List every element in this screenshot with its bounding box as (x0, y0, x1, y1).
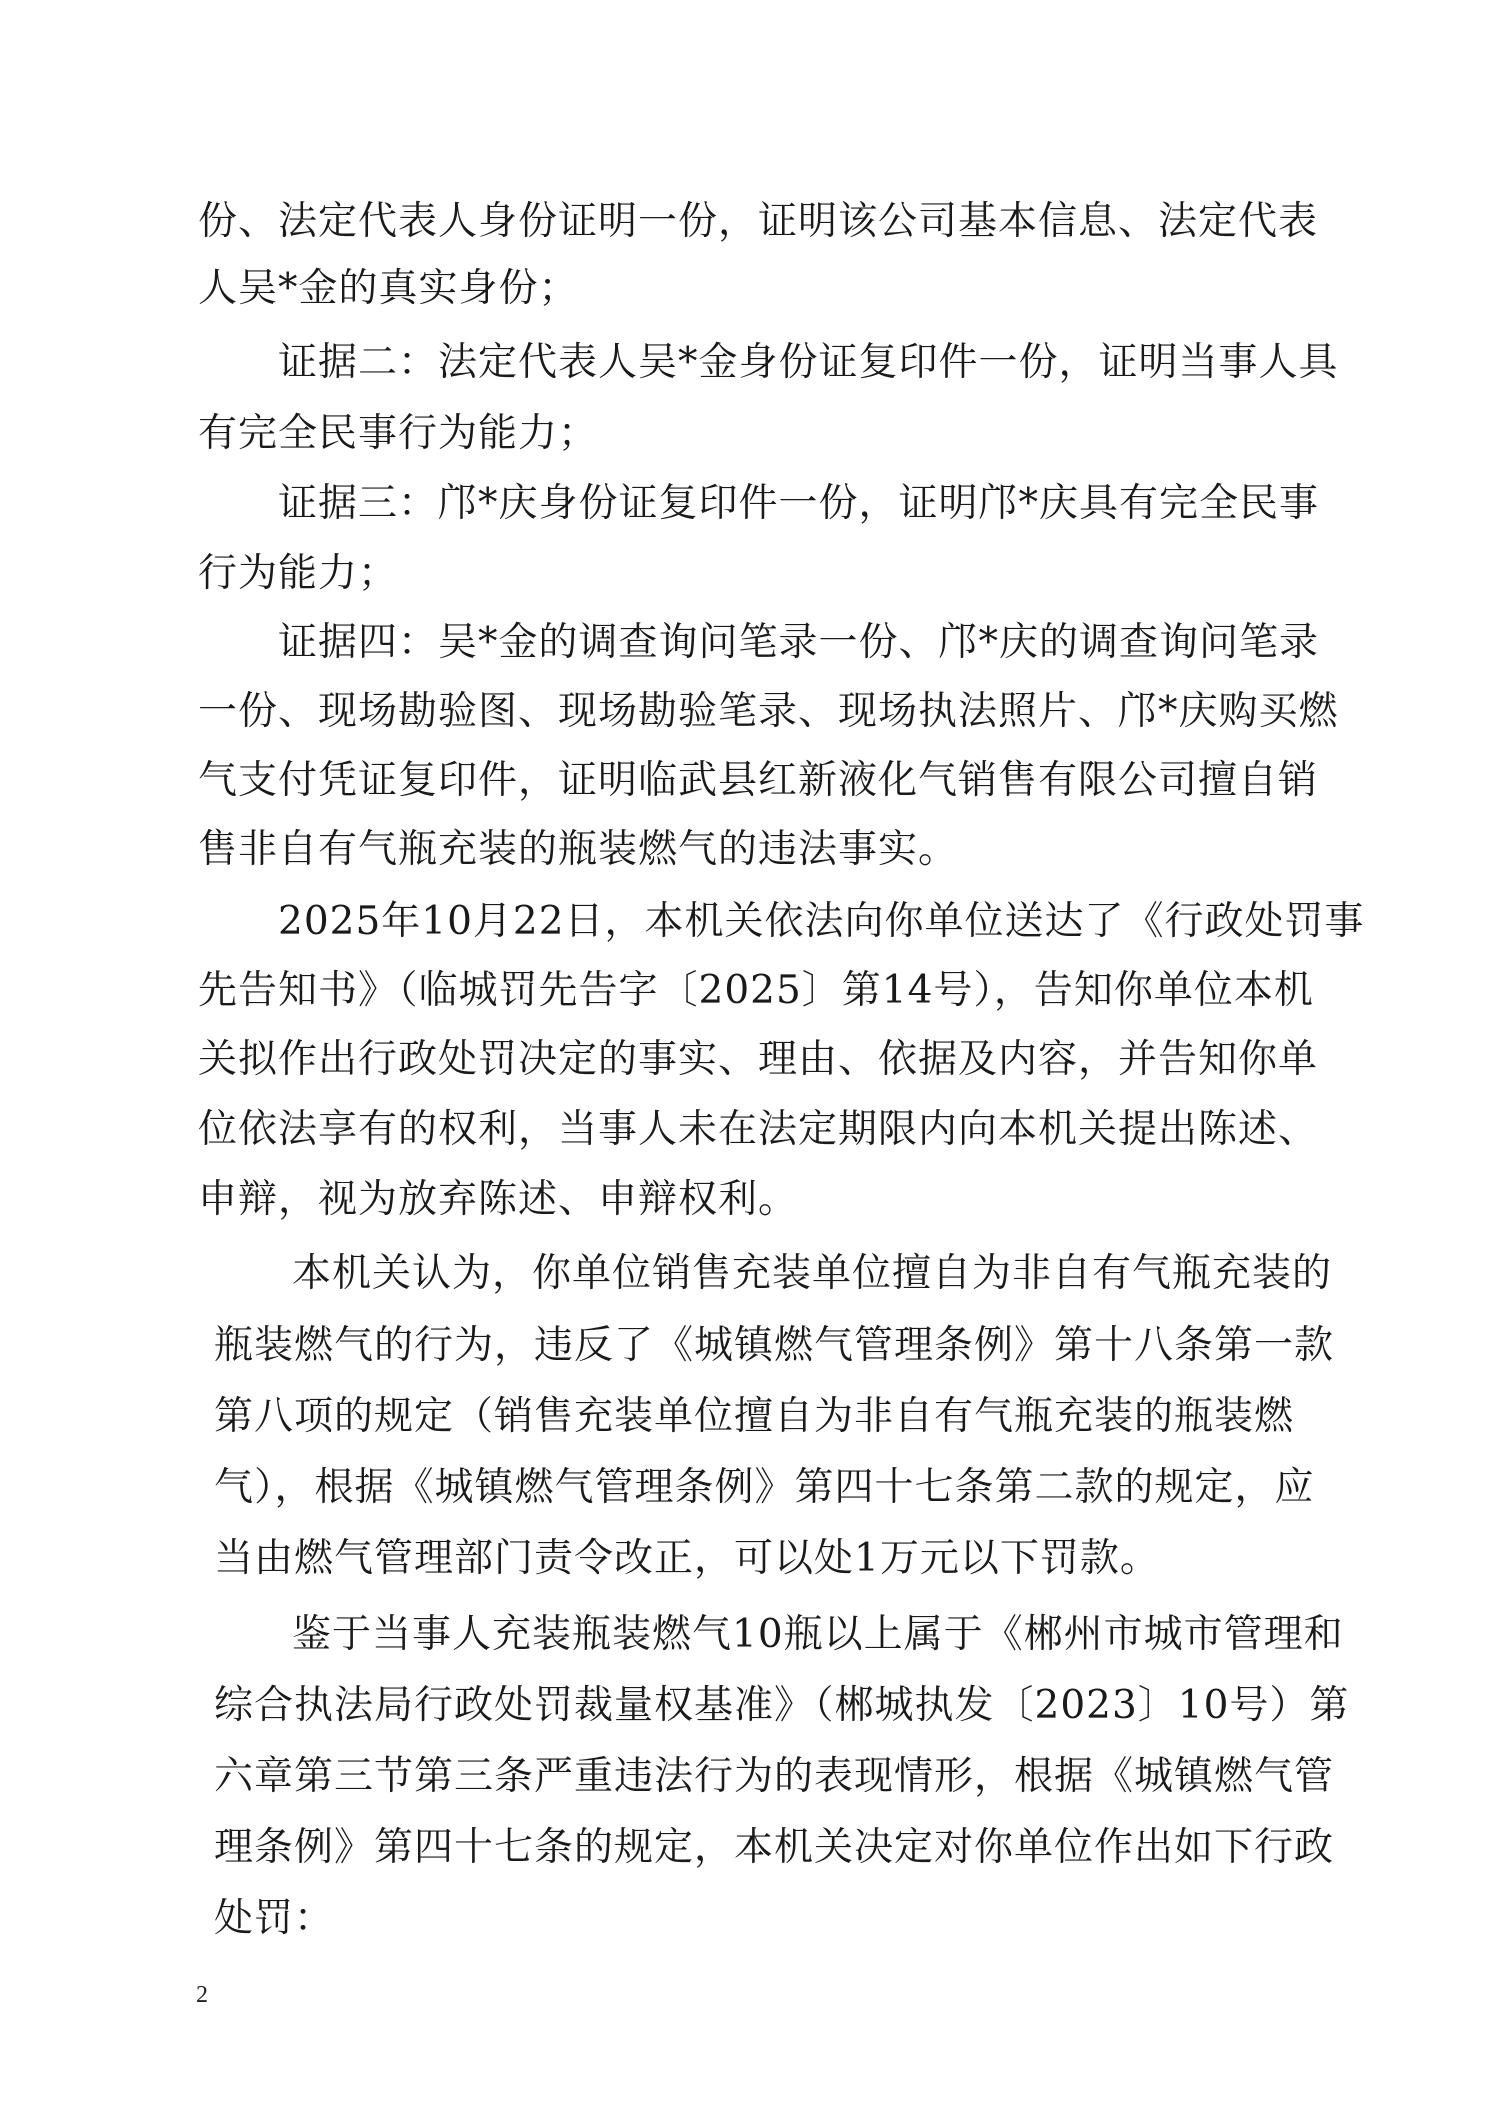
text-line: 气支付凭证复印件，证明临武县红新液化气销售有限公司擅自销 (198, 758, 1319, 803)
text-line: 瓶装燃气的行为，违反了《城镇燃气管理条例》第十八条第一款 (214, 1323, 1335, 1368)
text-line: 理条例》第四十七条的规定，本机关决定对你单位作出如下行政 (214, 1825, 1335, 1870)
text-line: 一份、现场勘验图、现场勘验笔录、现场执法照片、邝*庆购买燃 (198, 689, 1339, 734)
text-line: 申辩，视为放弃陈述、申辩权利。 (198, 1177, 799, 1222)
text-line: 2025年10月22日，本机关依法向你单位送达了《行政处罚事 (278, 899, 1365, 944)
page-number: 2 (196, 1982, 208, 2008)
text-line: 人吴*金的真实身份； (198, 266, 579, 311)
text-line: 证据三：邝*庆身份证复印件一份，证明邝*庆具有完全民事 (278, 481, 1320, 526)
text-line: 当由燃气管理部门责令改正，可以处1万元以下罚款。 (214, 1536, 1160, 1581)
text-line: 证据二：法定代表人吴*金身份证复印件一份，证明当事人具 (278, 340, 1339, 385)
text-line: 气），根据《城镇燃气管理条例》第四十七条第二款的规定，应 (214, 1465, 1315, 1510)
text-line: 本机关认为，你单位销售充装单位擅自为非自有气瓶充装的 (292, 1251, 1333, 1296)
text-line: 位依法享有的权利，当事人未在法定期限内向本机关提出陈述、 (198, 1107, 1319, 1152)
text-line: 行为能力； (198, 551, 399, 596)
text-line: 第八项的规定（销售充装单位擅自为非自有气瓶充装的瓶装燃 (214, 1394, 1295, 1439)
text-line: 鉴于当事人充装瓶装燃气10瓶以上属于《郴州市城市管理和 (292, 1612, 1344, 1657)
text-line: 关拟作出行政处罚决定的事实、理由、依据及内容，并告知你单 (198, 1037, 1319, 1082)
text-line: 有完全民事行为能力； (198, 411, 599, 456)
text-line: 售非自有气瓶充装的瓶装燃气的违法事实。 (198, 827, 959, 872)
text-line: 证据四：吴*金的调查询问笔录一份、邝*庆的调查询问笔录 (278, 620, 1320, 665)
text-line: 处罚： (214, 1896, 335, 1941)
text-line: 综合执法局行政处罚裁量权基准》（郴城执发〔2023〕10号）第 (214, 1683, 1350, 1728)
text-line: 份、法定代表人身份证明一份，证明该公司基本信息、法定代表 (198, 199, 1319, 244)
text-line: 六章第三节第三条严重违法行为的表现情形，根据《城镇燃气管 (214, 1754, 1335, 1799)
text-line: 先告知书》（临城罚先告字〔2025〕第14号），告知你单位本机 (198, 968, 1314, 1013)
